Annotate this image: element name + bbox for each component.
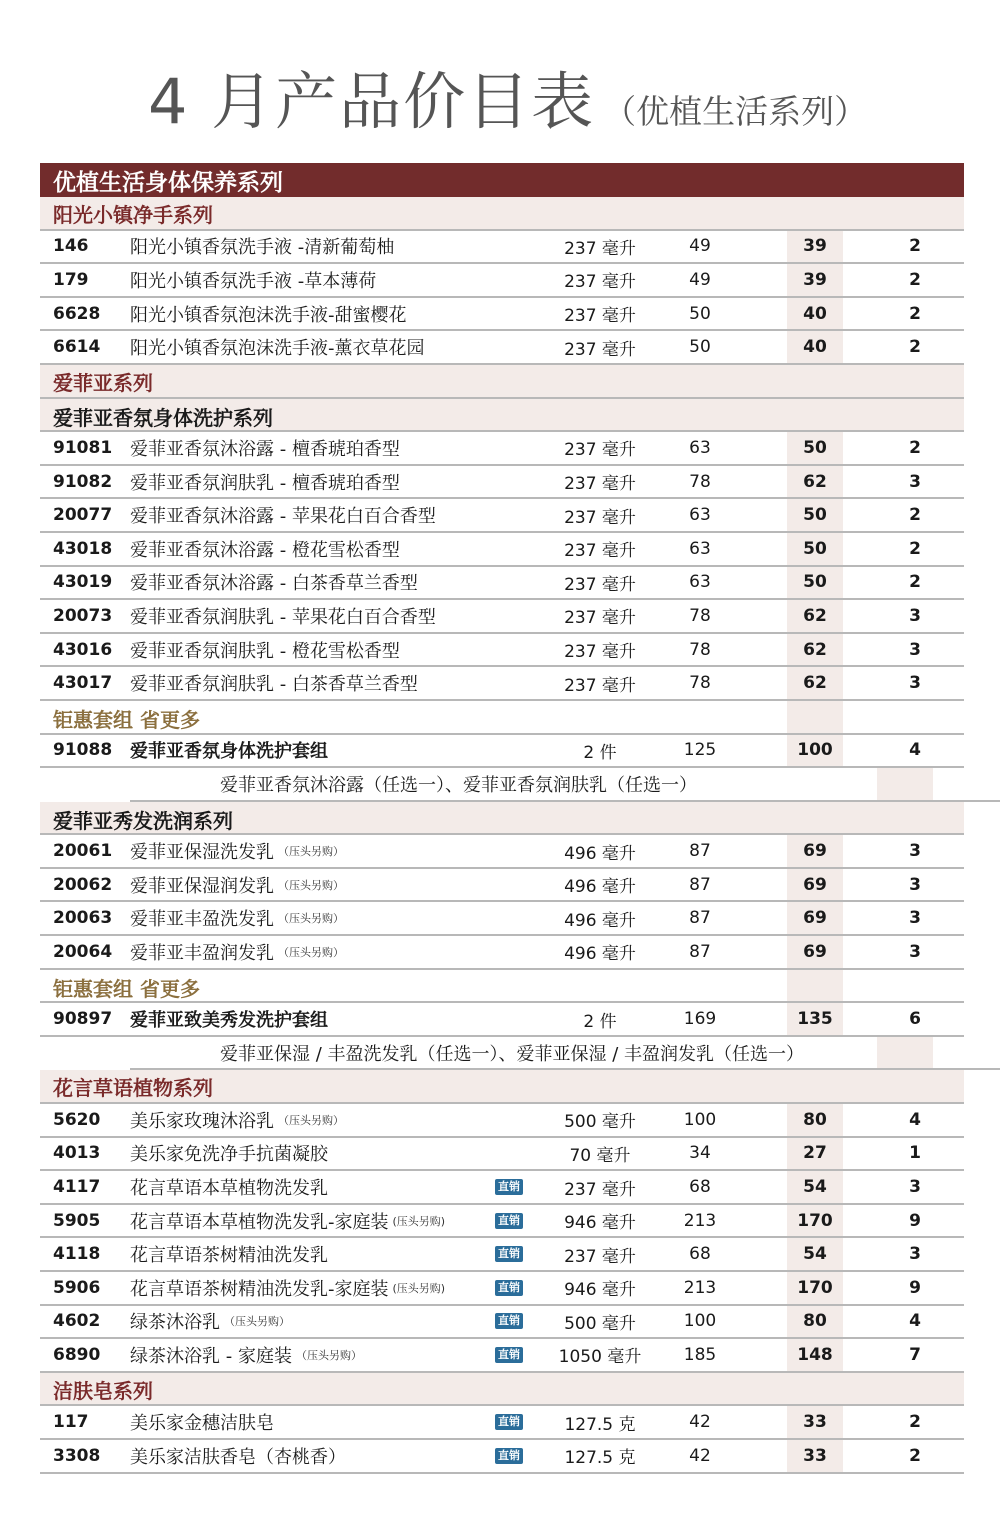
product-size: 496 毫升: [564, 843, 636, 864]
product-code: 5906: [53, 1277, 101, 1298]
table-header: [40, 163, 964, 197]
member-price: 27: [787, 1138, 843, 1170]
product-code: 91082: [53, 471, 113, 492]
direct-sale-badge-text: 直销: [495, 1280, 523, 1296]
product-name-text: 绿茶沐浴乳: [130, 1312, 220, 1334]
point-value: 3: [909, 908, 921, 929]
retail-price: 68: [689, 1244, 711, 1265]
product-name: [130, 936, 344, 968]
product-size: 237 毫升: [564, 339, 636, 360]
product-name: [130, 1440, 346, 1472]
series-label: 爱菲亚系列: [53, 370, 153, 395]
product-note: （压头另购）: [278, 878, 344, 892]
promo-label: 钜惠套组 省更多: [53, 976, 200, 1001]
retail-price: 100: [683, 1311, 717, 1332]
point-value: 2: [909, 1445, 921, 1466]
series-row: [40, 365, 964, 399]
point-value: 3: [909, 841, 921, 862]
product-code: 4602: [53, 1311, 101, 1332]
product-code: 6614: [53, 337, 101, 358]
product-name-text: 阳光小镇香氛洗手液 -草本薄荷: [130, 270, 377, 292]
retail-price: 63: [689, 505, 711, 526]
member-price: 50: [787, 432, 843, 464]
direct-sale-badge: [495, 1339, 525, 1371]
member-price: 50: [787, 567, 843, 599]
retail-price: 78: [689, 471, 711, 492]
product-name: [130, 869, 344, 901]
product-row: [40, 264, 964, 298]
product-code: 20061: [53, 841, 113, 862]
retail-price: 87: [689, 908, 711, 929]
member-price: 62: [787, 600, 843, 632]
product-name-text: 阳光小镇香氛泡沫洗手液-甜蜜樱花: [130, 304, 407, 326]
retail-price: 50: [689, 303, 711, 324]
product-size: 127.5 克: [564, 1414, 636, 1435]
point-value: 3: [909, 673, 921, 694]
direct-sale-badge-text: 直销: [495, 1448, 523, 1464]
product-name: [130, 1238, 328, 1270]
product-name: [130, 466, 400, 498]
retail-price: 185: [683, 1344, 717, 1365]
product-name: [130, 1306, 290, 1338]
product-size: 237 毫升: [564, 507, 636, 528]
page-title: [148, 52, 868, 138]
direct-sale-badge-text: 直销: [495, 1213, 523, 1229]
point-value: 7: [909, 1344, 921, 1365]
point-value: 3: [909, 1244, 921, 1265]
series-row: [40, 1373, 964, 1407]
series-row: [40, 1070, 964, 1104]
product-name: [130, 1205, 445, 1237]
product-note: （压头另购）: [278, 912, 344, 926]
series-row: [40, 197, 964, 231]
direct-sale-badge-text: 直销: [495, 1313, 523, 1329]
member-price: 62: [787, 667, 843, 699]
product-name-text: 美乐家洁肤香皂（杏桃香）: [130, 1446, 346, 1468]
point-value: 3: [909, 941, 921, 962]
member-column-bg: [787, 701, 843, 733]
product-name: [130, 1171, 328, 1203]
retail-price: 68: [689, 1177, 711, 1198]
product-size: 496 毫升: [564, 877, 636, 898]
product-name: [130, 1104, 344, 1136]
product-code: 20077: [53, 505, 113, 526]
point-value: 3: [909, 471, 921, 492]
set-row: [40, 1003, 964, 1037]
product-row: [40, 331, 964, 365]
product-row: [40, 432, 964, 466]
product-name-text: 爱菲亚香氛润肤乳 - 橙花雪松香型: [130, 640, 400, 662]
product-size: 496 毫升: [564, 910, 636, 931]
product-code: 43018: [53, 538, 113, 559]
product-size: 237 毫升: [564, 608, 636, 629]
member-column-bg: [877, 768, 933, 800]
direct-sale-badge: [495, 1440, 525, 1472]
product-note: (压头另购): [392, 1214, 446, 1228]
product-size: 2 件: [583, 742, 617, 763]
member-column-bg: [877, 1037, 933, 1069]
product-name: [130, 533, 400, 565]
product-size: 237 毫升: [564, 1179, 636, 1200]
product-code: 4117: [53, 1177, 101, 1198]
member-price: 33: [787, 1406, 843, 1438]
point-value: 2: [909, 269, 921, 290]
retail-price: 49: [689, 269, 711, 290]
product-name-text: 花言草语茶树精油洗发乳-家庭装: [130, 1278, 389, 1300]
direct-sale-badge-text: 直销: [495, 1179, 523, 1195]
product-code: 43017: [53, 673, 113, 694]
product-name: [130, 1339, 362, 1371]
direct-sale-badge-text: 直销: [495, 1246, 523, 1262]
product-row: [40, 1440, 964, 1474]
product-size: 237 毫升: [564, 272, 636, 293]
product-size: 496 毫升: [564, 944, 636, 965]
product-size: 500 毫升: [564, 1112, 636, 1133]
product-name-text: 爱菲亚香氛身体洗护套组: [130, 741, 328, 763]
retail-price: 63: [689, 572, 711, 593]
product-name-text: 花言草语茶树精油洗发乳: [130, 1245, 328, 1267]
table-body: [40, 197, 964, 1474]
direct-sale-badge-text: 直销: [495, 1347, 523, 1363]
product-name-text: 花言草语本草植物洗发乳-家庭装: [130, 1211, 389, 1233]
product-size: 1050 毫升: [558, 1347, 642, 1368]
point-value: 2: [909, 337, 921, 358]
product-code: 5620: [53, 1109, 101, 1130]
direct-sale-badge-text: 直销: [495, 1414, 523, 1430]
retail-price: 125: [683, 740, 717, 761]
product-name-text: 爱菲亚致美秀发洗护套组: [130, 1010, 328, 1032]
product-note: （压头另购）: [278, 845, 344, 859]
subseries-label: 爱菲亚秀发洗润系列: [53, 808, 233, 833]
promo-label: 钜惠套组 省更多: [53, 707, 200, 732]
product-size: 237 毫升: [564, 1246, 636, 1267]
point-value: 9: [909, 1210, 921, 1231]
member-price: 80: [787, 1306, 843, 1338]
direct-sale-badge: [495, 1306, 525, 1338]
product-code: 43019: [53, 572, 113, 593]
product-name-text: 爱菲亚香氛沐浴露 - 檀香琥珀香型: [130, 438, 400, 460]
product-name-text: 爱菲亚香氛润肤乳 - 白茶香草兰香型: [130, 674, 418, 696]
member-price: 54: [787, 1171, 843, 1203]
retail-price: 78: [689, 605, 711, 626]
member-price: 50: [787, 499, 843, 531]
retail-price: 87: [689, 941, 711, 962]
set-row: [40, 735, 964, 769]
title-main: 4 月产品价目表: [148, 65, 596, 138]
product-code: 179: [53, 269, 89, 290]
product-name-text: 爱菲亚保湿洗发乳: [130, 842, 274, 864]
product-row: [40, 1406, 964, 1440]
product-code: 20064: [53, 941, 113, 962]
point-value: 4: [909, 1109, 921, 1130]
product-row: [40, 936, 964, 970]
member-price: 135: [787, 1003, 843, 1035]
desc-row: [130, 768, 1000, 802]
product-code: 3308: [53, 1445, 101, 1466]
product-size: 127.5 克: [564, 1448, 636, 1469]
product-row: [40, 902, 964, 936]
product-name: [130, 735, 328, 767]
point-value: 2: [909, 1412, 921, 1433]
point-value: 2: [909, 437, 921, 458]
product-name: [130, 331, 425, 363]
direct-sale-badge: [495, 1406, 525, 1438]
retail-price: 78: [689, 673, 711, 694]
retail-price: 87: [689, 874, 711, 895]
member-price: 69: [787, 902, 843, 934]
point-value: 2: [909, 505, 921, 526]
product-size: 237 毫升: [564, 440, 636, 461]
product-row: [40, 1238, 964, 1272]
product-row: [40, 667, 964, 701]
member-price: 69: [787, 936, 843, 968]
member-price: 39: [787, 231, 843, 263]
point-value: 4: [909, 1311, 921, 1332]
member-price: 148: [787, 1339, 843, 1371]
product-code: 4118: [53, 1244, 101, 1265]
product-row: [40, 600, 964, 634]
product-name-text: 阳光小镇香氛泡沫洗手液-薰衣草花园: [130, 338, 425, 360]
point-value: 1: [909, 1143, 921, 1164]
product-code: 146: [53, 236, 89, 257]
product-name-text: 美乐家金穗洁肤皂: [130, 1413, 274, 1435]
series-label: 花言草语植物系列: [53, 1076, 213, 1101]
product-name: [130, 567, 418, 599]
direct-sale-badge: [495, 1272, 525, 1304]
point-value: 9: [909, 1277, 921, 1298]
product-name: [130, 264, 376, 296]
promo-row: [40, 701, 964, 735]
product-code: 20062: [53, 874, 113, 895]
product-code: 6890: [53, 1344, 101, 1365]
member-price: 39: [787, 264, 843, 296]
member-price: 170: [787, 1205, 843, 1237]
promo-row: [40, 970, 964, 1004]
member-price: 40: [787, 331, 843, 363]
product-size: 237 毫升: [564, 238, 636, 259]
product-name-text: 爱菲亚保湿润发乳: [130, 875, 274, 897]
retail-price: 213: [683, 1277, 717, 1298]
point-value: 4: [909, 740, 921, 761]
point-value: 2: [909, 572, 921, 593]
member-price: 40: [787, 298, 843, 330]
product-name: [130, 1003, 328, 1035]
retail-price: 63: [689, 538, 711, 559]
member-price: 50: [787, 533, 843, 565]
product-code: 91088: [53, 740, 113, 761]
retail-price: 63: [689, 437, 711, 458]
member-price: 100: [787, 735, 843, 767]
member-price: 54: [787, 1238, 843, 1270]
product-name-text: 爱菲亚香氛润肤乳 - 檀香琥珀香型: [130, 472, 400, 494]
point-value: 3: [909, 639, 921, 660]
product-code: 117: [53, 1412, 89, 1433]
retail-price: 49: [689, 236, 711, 257]
product-note: （压头另购）: [278, 945, 344, 959]
member-price: 69: [787, 835, 843, 867]
product-name-text: 爱菲亚香氛沐浴露 - 橙花雪松香型: [130, 539, 400, 561]
set-description: 爱菲亚香氛沐浴露（任选一）、爱菲亚香氛润肤乳（任选一）: [220, 774, 697, 796]
point-value: 6: [909, 1009, 921, 1030]
price-table: [40, 163, 964, 1474]
product-name-text: 绿茶沐浴乳 - 家庭装: [130, 1345, 292, 1367]
product-row: [40, 634, 964, 668]
point-value: 3: [909, 874, 921, 895]
product-name-text: 爱菲亚丰盈洗发乳: [130, 909, 274, 931]
product-size: 237 毫升: [564, 306, 636, 327]
product-size: 237 毫升: [564, 474, 636, 495]
series-label: 洁肤皂系列: [53, 1378, 153, 1403]
product-code: 90897: [53, 1009, 113, 1030]
point-value: 2: [909, 538, 921, 559]
product-code: 5905: [53, 1210, 101, 1231]
product-row: [40, 835, 964, 869]
subseries-row: [40, 802, 964, 836]
product-name: [130, 902, 344, 934]
product-row: [40, 1272, 964, 1306]
retail-price: 87: [689, 841, 711, 862]
point-value: 3: [909, 1177, 921, 1198]
product-note: （压头另购）: [295, 1348, 362, 1362]
product-code: 20073: [53, 605, 113, 626]
product-size: 237 毫升: [564, 574, 636, 595]
product-row: [40, 298, 964, 332]
product-size: 70 毫升: [569, 1145, 631, 1166]
product-row: [40, 533, 964, 567]
product-size: 500 毫升: [564, 1313, 636, 1334]
product-name-text: 爱菲亚香氛沐浴露 - 苹果花白百合香型: [130, 506, 436, 528]
retail-price: 213: [683, 1210, 717, 1231]
product-name: [130, 432, 400, 464]
product-name-text: 美乐家玫瑰沐浴乳: [130, 1110, 274, 1132]
product-size: 946 毫升: [564, 1280, 636, 1301]
product-name-text: 爱菲亚香氛润肤乳 - 苹果花白百合香型: [130, 606, 436, 628]
product-size: 237 毫升: [564, 541, 636, 562]
header-label: 优植生活身体保养系列: [53, 170, 283, 196]
set-description: 爱菲亚保湿 / 丰盈洗发乳（任选一）、爱菲亚保湿 / 丰盈润发乳（任选一）: [220, 1043, 805, 1065]
product-size: 2 件: [583, 1011, 617, 1032]
member-price: 80: [787, 1104, 843, 1136]
retail-price: 169: [683, 1009, 717, 1030]
product-name-text: 爱菲亚丰盈润发乳: [130, 942, 274, 964]
desc-row: [130, 1037, 1000, 1071]
retail-price: 42: [689, 1412, 711, 1433]
direct-sale-badge: [495, 1171, 525, 1203]
product-name: [130, 1406, 274, 1438]
product-size: 237 毫升: [564, 642, 636, 663]
product-row: [40, 231, 964, 265]
product-name: [130, 298, 407, 330]
subseries-row: [40, 399, 964, 433]
member-price: 62: [787, 466, 843, 498]
product-name: [130, 231, 394, 263]
retail-price: 50: [689, 337, 711, 358]
product-name: [130, 1272, 445, 1304]
member-price: 170: [787, 1272, 843, 1304]
product-name: [130, 600, 436, 632]
product-code: 91081: [53, 437, 113, 458]
product-name: [130, 835, 344, 867]
direct-sale-badge: [495, 1205, 525, 1237]
product-code: 43016: [53, 639, 113, 660]
product-size: 946 毫升: [564, 1213, 636, 1234]
subseries-label: 爱菲亚香氛身体洗护系列: [53, 405, 273, 430]
point-value: 3: [909, 605, 921, 626]
point-value: 2: [909, 303, 921, 324]
product-row: [40, 499, 964, 533]
product-code: 20063: [53, 908, 113, 929]
product-name: [130, 634, 400, 666]
product-name-text: 花言草语本草植物洗发乳: [130, 1178, 328, 1200]
member-column-bg: [787, 970, 843, 1002]
retail-price: 78: [689, 639, 711, 660]
product-code: 4013: [53, 1143, 101, 1164]
retail-price: 100: [683, 1109, 717, 1130]
product-row: [40, 1104, 964, 1138]
product-name: [130, 667, 418, 699]
product-row: [40, 1138, 964, 1172]
product-row: [40, 567, 964, 601]
product-name: [130, 1138, 328, 1170]
product-row: [40, 1339, 964, 1373]
member-price: 33: [787, 1440, 843, 1472]
product-size: 237 毫升: [564, 675, 636, 696]
product-row: [40, 1205, 964, 1239]
product-note: (压头另购): [392, 1281, 446, 1295]
product-row: [40, 466, 964, 500]
product-row: [40, 1171, 964, 1205]
product-note: （压头另购）: [278, 1113, 344, 1127]
product-code: 6628: [53, 303, 101, 324]
product-name-text: 爱菲亚香氛沐浴露 - 白茶香草兰香型: [130, 573, 418, 595]
direct-sale-badge: [495, 1238, 525, 1270]
member-price: 69: [787, 869, 843, 901]
product-name: [130, 499, 436, 531]
series-label: 阳光小镇净手系列: [53, 203, 213, 227]
retail-price: 42: [689, 1445, 711, 1466]
product-name-text: 美乐家免洗净手抗菌凝胶: [130, 1144, 328, 1166]
title-sub: （优植生活系列）: [603, 92, 868, 131]
product-row: [40, 1306, 964, 1340]
member-price: 62: [787, 634, 843, 666]
product-row: [40, 869, 964, 903]
product-name-text: 阳光小镇香氛洗手液 -清新葡萄柚: [130, 237, 395, 259]
retail-price: 34: [689, 1143, 711, 1164]
product-note: （压头另购）: [224, 1315, 290, 1329]
point-value: 2: [909, 236, 921, 257]
